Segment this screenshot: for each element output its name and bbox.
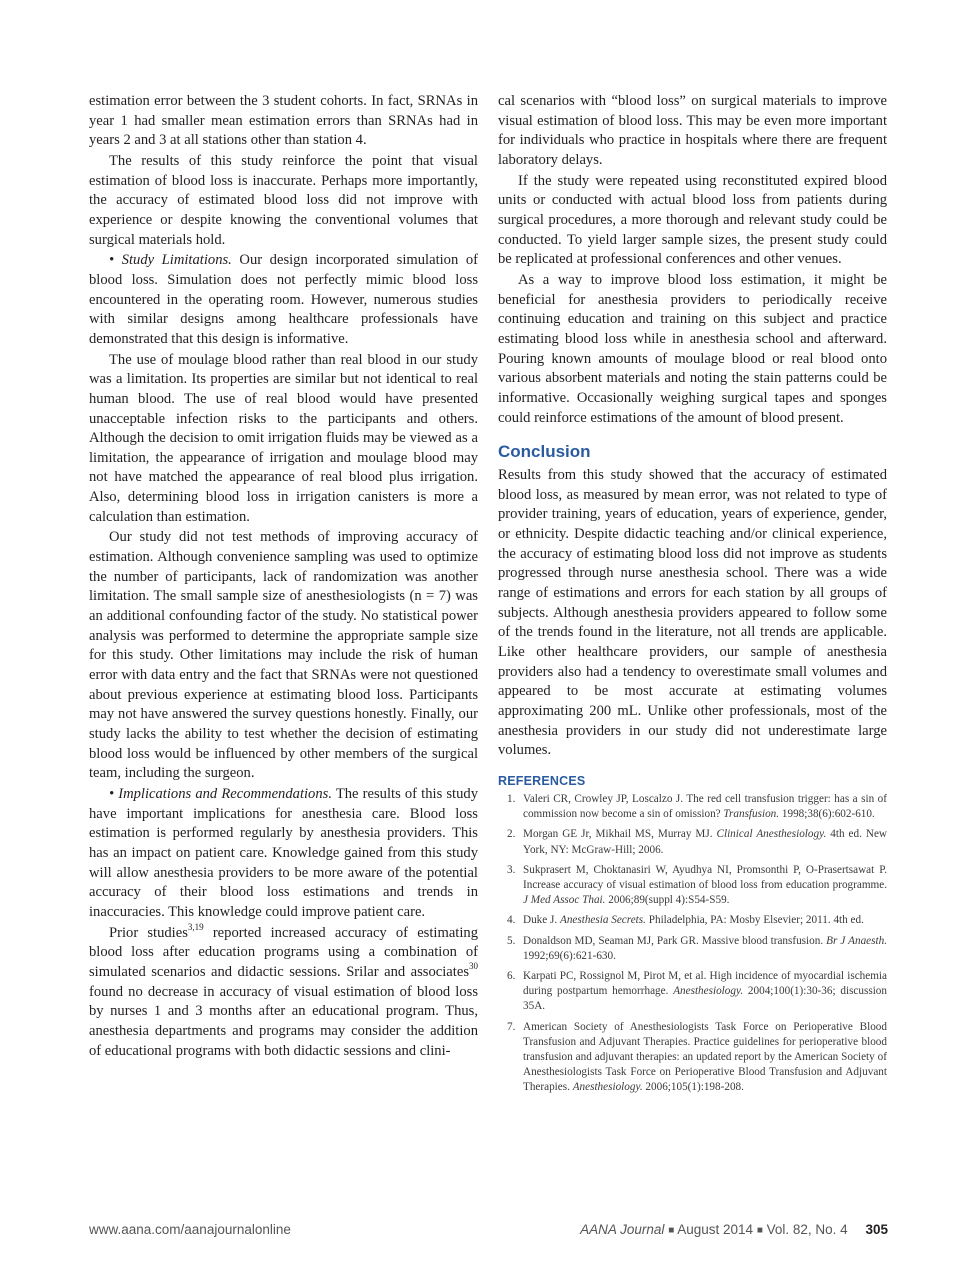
paragraph-implications <box>89 785 478 923</box>
reference-text: Karpati PC, Rossignol M, Pirot M, et al. High incidence of myocardial ischemia during postpartum hemorrhage. <box>523 970 887 998</box>
references-list <box>498 792 887 1096</box>
reference-text: Duke J. <box>523 914 560 927</box>
paragraph: Our study did not test methods of improving accuracy of estimation. Although convenience sampling was used to optimize the number of participants, lack of randomization was another limitation. The small sample size of anesthesiologists (n = 7) was an additional confounding factor of the study. No statistical power analysis was performed to determine the appropriate sample size for this study. Other limitations may include the risk of human error with data entry and the fact that SRNAs were not questioned about previous experience at estimating blood loss. Participants may not have answered the survey questions honestly. Finally, our study lacks the ability to test whether the decision of estimating blood loss would be influenced by other members of the surgical team, including the surgeon. <box>89 529 478 782</box>
reference-text: Valeri CR, Crowley JP, Loscalzo J. The red cell transfusion trigger: has a sin of commission now become a sin of omission? <box>523 793 887 821</box>
reference-number: 6. <box>507 970 516 983</box>
page-number: 305 <box>865 1222 888 1237</box>
reference-details: Philadelphia, PA: Mosby Elsevier; 2011. 4th ed. <box>645 914 864 927</box>
reference-number: 1. <box>507 793 516 805</box>
reference-item <box>498 863 887 909</box>
reference-number: 2. <box>507 828 516 841</box>
reference-details: 1992;69(6):621-630. <box>523 949 616 962</box>
reference-text: American Society of Anesthesiologists Task Force on Perioperative Blood Transfusion and Adjuvant Therapies. Practice guidelines for perioperative blood transfusion and adjuvant therapies: an updated report by the American Society of Anesthesiologists Task Force on Perioperative Blood Transfusion and Adjuvant Therapies. <box>523 1020 887 1094</box>
reference-details: 1998;38(6):602-610. <box>779 808 875 821</box>
paragraph: The use of moulage blood rather than real blood in our study was a limitation. Its properties are similar but not identical to real human blood. The use of real blood would have presented unacceptable infection risks to the participants and others. Although the decision to omit irrigation fluids may be viewed as a limitation, the appearance of irrigation and moulage blood may not have matched the appearance of real blood plus irrigation. Also, determining blood loss in irrigation canisters is more a calculation than estimation. <box>89 351 478 525</box>
paragraph: The results of this study reinforce the point that visual estimation of blood loss is inaccurate. Perhaps more importantly, the accuracy of estimated blood loss did not improve with experience or despite knowing the conventional volumes that surgical materials hold. <box>89 152 478 248</box>
reference-details: 2006;105(1):198-208. <box>642 1081 744 1094</box>
paragraph-text: reported increased accuracy of estimating blood loss after education programs using a combination of simulated scenarios and didactic sessions. Srilar and associates <box>89 924 479 980</box>
reference-number: 4. <box>507 914 516 927</box>
paragraph-text: Prior studies <box>109 924 188 941</box>
paragraph-text: found no decrease in accuracy of visual estimation of blood loss by nurses 1 and 3 months after an educational program. Thus, anesthesia departments and programs may consider the addition of educational programs with both didactic sessions and clini- <box>89 983 478 1059</box>
reference-source: Transfusion. <box>723 808 780 821</box>
paragraph: cal scenarios with “blood loss” on surgical materials to improve visual estimation of blood loss. This may be even more important for individuals who practice in hospitals where there are frequent laboratory delays. <box>498 93 887 168</box>
reference-text: Morgan GE Jr, Mikhail MS, Murray MJ. <box>523 828 717 841</box>
reference-source: Br J Anaesth. <box>826 934 887 947</box>
references-heading: REFERENCES <box>498 774 586 788</box>
subheading-implications: • Implications and Recommendations. <box>109 785 332 802</box>
footer-separator: ■ <box>668 1225 675 1236</box>
paragraph: estimation error between the 3 student cohorts. In fact, SRNAs in year 1 had smaller mean estimation errors than SRNAs had in years 2 and 3 at all stations other than station 4. <box>89 93 478 149</box>
reference-number: 7. <box>507 1020 516 1033</box>
subheading-study-limitations: • Study Limitations. <box>109 252 232 269</box>
left-column <box>89 92 478 1062</box>
right-column <box>498 92 887 1101</box>
paragraph-text: The results of this study have important implications for anesthesia care. Blood loss estimation is performed regularly by anesthesia providers. This has an impact on patient care. Knowledge gained from this study will allow anesthesia providers to be more aware of the potential accuracy of their blood loss estimations and trends in inaccuracies. This knowledge could improve patient care. <box>89 785 478 920</box>
paragraph-text: Our design incorporated simulation of blood loss. Simulation does not perfectly mimic blood loss encountered in the operating room. However, numerous studies with similar designs among healthcare professionals have demonstrated that this design is informative. <box>89 252 478 347</box>
conclusion-paragraph: Results from this study showed that the accuracy of estimated blood loss, as measured by mean error, was not related to type of provider training, years of education, years of experience, gender, or ethnicity. Despite didactic teaching and/or clinical experience, the accuracy of estimating blood loss did not improve as students progressed through nurse anesthesia school. There was a wide range of estimations and errors for each station by all groups of subjects. Although anesthesia providers appeared to follow some of the trends found in the literature, not all trends are applicable. Like other healthcare providers, our sample of anesthesia providers also had a tendency to overestimate small volumes and appeared to be most accurate at estimating volumes approximating 200 mL. Unlike other professionals, most of the anesthesia providers in our study did not underestimate large volumes. <box>498 467 887 759</box>
footer-volume: Vol. 82, No. 4 <box>766 1222 848 1237</box>
conclusion-heading: Conclusion <box>498 442 591 462</box>
reference-item <box>498 913 887 928</box>
paragraph-prior-studies <box>89 921 479 1062</box>
reference-item <box>498 792 887 822</box>
paragraph: If the study were repeated using reconstituted expired blood units or conducted with actual blood loss from patients during surgical procedures, a more thorough and relevant study could be conducted. To yield larger sample sizes, the present study could be replicated at professional conferences and other venues. <box>498 172 887 268</box>
citation-superscript: 30 <box>469 961 478 972</box>
reference-source: Anesthesia Secrets. <box>559 914 646 927</box>
footer-separator: ■ <box>756 1225 763 1236</box>
paragraph: As a way to improve blood loss estimation, it might be beneficial for anesthesia providers to periodically receive continuing education and training on this subject and practice estimating blood loss while in anesthesia school and afterward. Pouring known amounts of moulage blood or real blood onto various absorbent materials and noting the stain patterns could be informative. Occasionally weighing surgical tapes and sponges could reinforce estimations of the amount of blood present. <box>498 271 887 426</box>
reference-text: Sukprasert M, Choktanasiri W, Ayudhya NI, Promsonthi P, O-Prasertsawat P. Increase accuracy of visual estimation of blood loss from education programme. <box>523 863 887 892</box>
reference-number: 3. <box>507 863 516 876</box>
footer-journal: AANA Journal <box>580 1222 665 1237</box>
reference-text: Donaldson MD, Seaman MJ, Park GR. Massive blood transfusion. <box>523 934 827 947</box>
reference-item <box>498 1020 887 1096</box>
citation-superscript: 3,19 <box>187 921 204 932</box>
reference-item <box>498 969 887 1015</box>
footer-date: August 2014 <box>677 1222 754 1237</box>
reference-details: 4th ed. New York, NY: McGraw-Hill; 2006. <box>523 828 887 856</box>
reference-details: 2004;100(1):30-36; discussion 35A. <box>523 985 887 1013</box>
footer-citation <box>580 1222 888 1237</box>
reference-item <box>498 934 887 964</box>
footer-url: www.aana.com/aanajournalonline <box>89 1222 291 1237</box>
reference-source: Clinical Anesthesiology. <box>716 828 827 841</box>
reference-item <box>498 827 887 857</box>
paragraph-study-limitations <box>89 251 478 349</box>
reference-details: 2006;89(suppl 4):S54-S59. <box>605 894 730 907</box>
reference-source: Anesthesiology. <box>673 985 744 998</box>
reference-source: J Med Assoc Thai. <box>523 894 606 907</box>
reference-source: Anesthesiology. <box>572 1081 643 1094</box>
reference-number: 5. <box>507 934 516 947</box>
